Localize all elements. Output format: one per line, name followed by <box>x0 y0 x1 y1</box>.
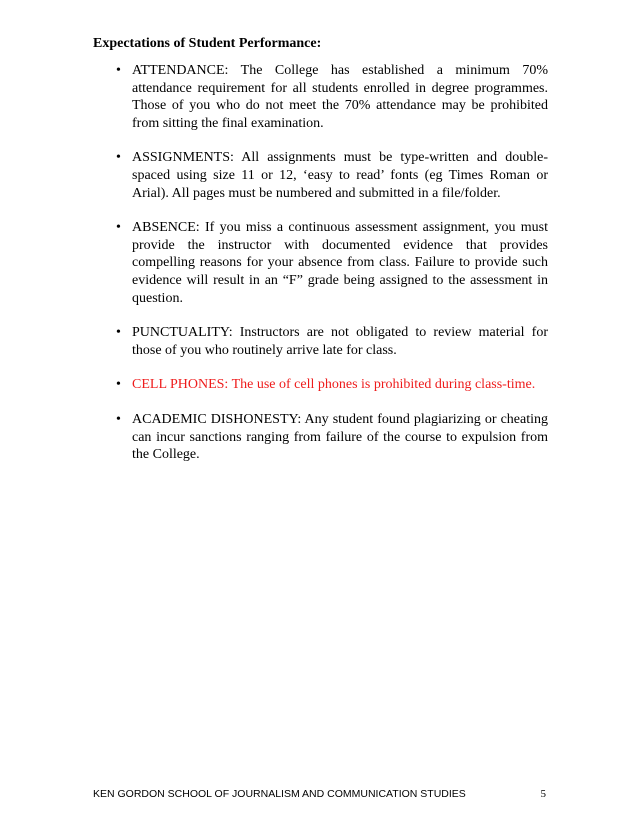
bullet-icon: • <box>116 325 121 341</box>
list-item-text: ASSIGNMENTS: All assignments must be type-written and double-spaced using size 11 or 12, ‘easy to read’ fonts (eg Times Roman or Arial). All pages must be numbered and submitted in a file/folder. <box>132 150 548 201</box>
footer-school-name: KEN GORDON SCHOOL OF JOURNALISM AND COMMUNICATION STUDIES <box>93 788 466 800</box>
list-item-academic-dishonesty <box>93 411 548 464</box>
page-number: 5 <box>540 788 546 800</box>
section-heading: Expectations of Student Performance: <box>93 36 322 51</box>
bullet-icon: • <box>116 220 121 236</box>
list-item-absence <box>93 219 548 307</box>
list-item-text: CELL PHONES: The use of cell phones is prohibited during class-time. <box>132 377 536 393</box>
list-item-text: ACADEMIC DISHONESTY: Any student found plagiarizing or cheating can incur sanctions ranging from failure of the course to expulsion from the College. <box>132 411 548 463</box>
list-item-punctuality <box>93 324 548 359</box>
list-item-cell-phones <box>93 376 548 394</box>
bullet-icon: • <box>116 411 121 427</box>
list-item-text: PUNCTUALITY: Instructors are not obligated to review material for those of you who routinely arrive late for class. <box>132 325 548 358</box>
bullet-icon: • <box>116 150 121 166</box>
expectations-list <box>93 62 548 481</box>
list-item-text: ABSENCE: If you miss a continuous assessment assignment, you must provide the instructor with documented evidence that provides compelling reasons for your absence from class. Failure to provide such evidence will result in an “F” grade being assigned to the assessment in question. <box>132 220 548 306</box>
bullet-icon: • <box>116 63 121 78</box>
list-item-attendance <box>93 62 548 132</box>
list-item-text: ATTENDANCE: The College has established a minimum 70% attendance requirement for all students enrolled in degree programmes. Those of you who do not meet the 70% attendance may be prohibited from sitting the final examination. <box>132 63 548 131</box>
list-item-assignments <box>93 149 548 202</box>
bullet-icon: • <box>116 377 121 393</box>
